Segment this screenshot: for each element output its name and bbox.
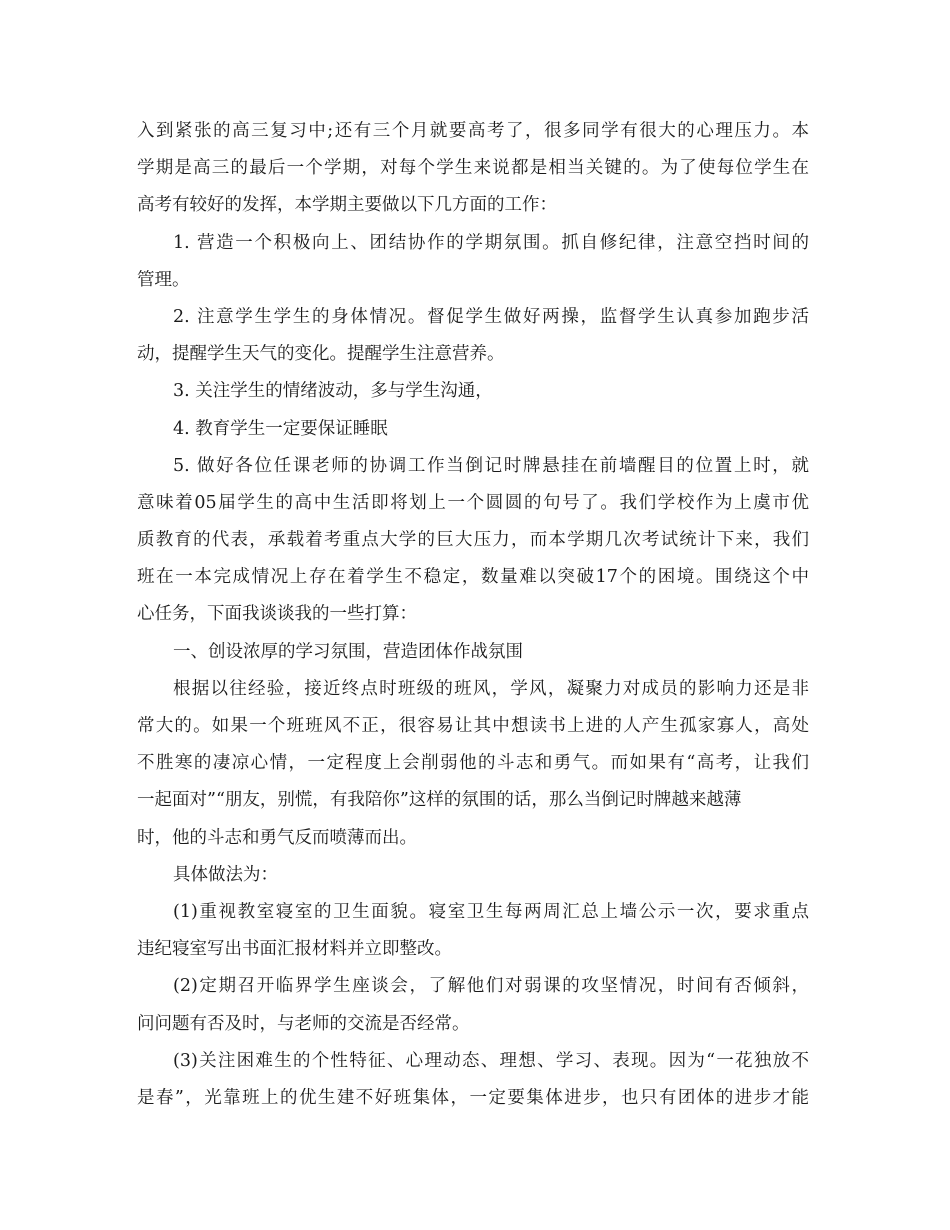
text-line: 动，提醒学生天气的变化。提醒学生注意营养。 [137, 344, 505, 365]
text-line: 不胜寒的凄凉心情，一定程度上会削弱他的斗志和勇气。而如果有“高考，让我们 [137, 753, 809, 774]
text-line: 违纪寝室写出书面汇报材料并立即整改。 [137, 939, 452, 960]
text-line: 心任务，下面我谈谈我的一些打算： [137, 604, 417, 625]
text-line: 管理。 [137, 269, 190, 290]
paragraph-start: 根据以往经验，接近终点时班级的班风，学风，凝聚力对成员的影响力还是非 [173, 678, 809, 699]
list-item-point-1: (1)重视教室寝室的卫生面貌。寝室卫生每两周汇总上墙公示一次，要求重点 [173, 901, 809, 922]
text-line: 时，他的斗志和勇气反而喷薄而出。 [137, 827, 417, 848]
text-line: 学期是高三的最后一个学期，对每个学生来说都是相当关键的。为了使每位学生在 [137, 158, 809, 179]
text-line: 意味着05届学生的高中生活即将划上一个圆圆的句号了。我们学校作为上虞市优 [137, 492, 809, 513]
list-item-1: 1. 营造一个积极向上、团结协作的学期氛围。抓自修纪律，注意空挡时间的 [173, 232, 809, 253]
text-line: 班在一本完成情况上存在着学生不稳定，数量难以突破17个的困境。围绕这个中 [137, 567, 809, 588]
text-line: 质教育的代表，承载着考重点大学的巨大压力，而本学期几次考试统计下来，我们 [137, 530, 809, 551]
list-item-5: 5. 做好各位任课老师的协调工作当倒记时牌悬挂在前墙醒目的位置上时，就 [173, 455, 809, 476]
document-body [137, 119, 809, 1123]
text-line: 高考有较好的发挥，本学期主要做以下几方面的工作： [137, 195, 557, 216]
text-line: 常大的。如果一个班班风不正，很容易让其中想读书上进的人产生孤家寡人，高处 [137, 716, 809, 736]
text-line: 入到紧张的高三复习中;还有三个月就要高考了，很多同学有很大的心理压力。本 [137, 121, 809, 141]
list-item-4: 4. 教育学生一定要保证睡眠 [173, 418, 388, 439]
list-item-point-2: (2)定期召开临界学生座谈会，了解他们对弱课的攻坚情况，时间有否倾斜， [173, 976, 809, 997]
text-line: 一起面对”“朋友，别慌，有我陪你”这样的氛围的话，那么当倒记时牌越来越薄 [137, 790, 742, 811]
text-line: 问问题有否及时，与老师的交流是否经常。 [137, 1013, 470, 1034]
list-item-3: 3. 关注学生的情绪波动，多与学生沟通， [173, 381, 493, 402]
paragraph-start: 具体做法为： [173, 864, 278, 885]
list-item-point-3: (3)关注困难生的个性特征、心理动态、理想、学习、表现。因为“一花独放不 [173, 1050, 809, 1071]
list-item-2: 2. 注意学生学生的身体情况。督促学生做好两操，监督学生认真参加跑步活 [173, 306, 809, 327]
text-line: 是春”，光靠班上的优生建不好班集体，一定要集体进步，也只有团体的进步才能 [137, 1087, 809, 1108]
section-heading: 一、创设浓厚的学习氛围，营造团体作战氛围 [173, 641, 523, 662]
